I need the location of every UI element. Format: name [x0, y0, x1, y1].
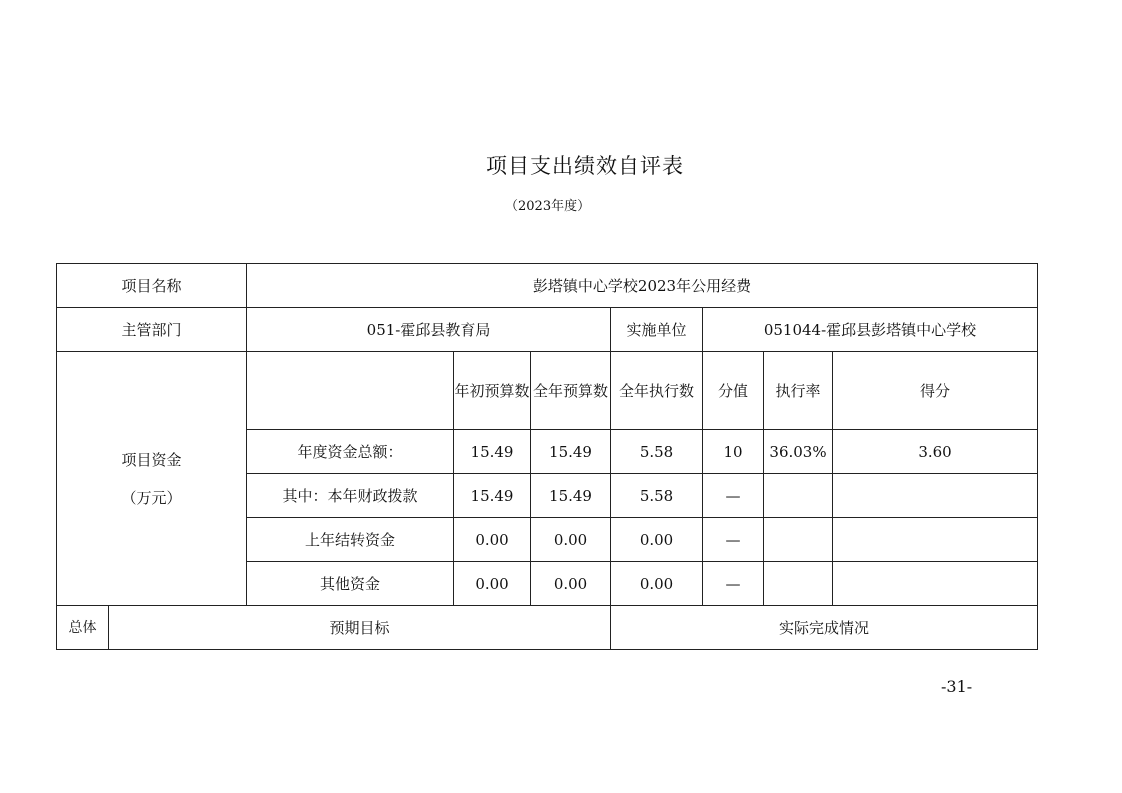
cell-score: 3.60 — [833, 430, 1038, 474]
row-label: 其中：本年财政拨款 — [247, 474, 454, 518]
cell-initial: 15.49 — [454, 474, 531, 518]
project-name-row — [57, 264, 1038, 308]
overall-label: 总体 — [57, 606, 109, 650]
funds-label-line1: 项目资金 — [121, 450, 182, 469]
project-name-value: 彭塔镇中心学校2023年公用经费 — [247, 264, 1038, 308]
cell-annual: 15.49 — [531, 474, 611, 518]
cell-executed: 0.00 — [611, 518, 703, 562]
cell-executed: 5.58 — [611, 430, 703, 474]
header-exec-rate: 执行率 — [764, 352, 833, 430]
cell-score — [833, 474, 1038, 518]
dept-label: 主管部门 — [57, 308, 247, 352]
cell-score-value: 10 — [703, 430, 764, 474]
cell-score-value: — — [703, 518, 764, 562]
header-executed: 全年执行数 — [611, 352, 703, 430]
funds-label-line2: （万元） — [121, 488, 182, 507]
dept-value: 051-霍邱县教育局 — [247, 308, 611, 352]
impl-value: 051044-霍邱县彭塔镇中心学校 — [703, 308, 1038, 352]
cell-annual: 0.00 — [531, 518, 611, 562]
row-label: 上年结转资金 — [247, 518, 454, 562]
actual-completion-header: 实际完成情况 — [611, 606, 1038, 650]
page-number: -31- — [941, 677, 973, 696]
cell-annual: 0.00 — [531, 562, 611, 606]
page-title: 项目支出绩效自评表 — [486, 154, 684, 178]
cell-rate: 36.03% — [764, 430, 833, 474]
expected-goal-header: 预期目标 — [109, 606, 611, 650]
cell-score — [833, 562, 1038, 606]
cell-rate — [764, 474, 833, 518]
cell-executed: 5.58 — [611, 474, 703, 518]
impl-label: 实施单位 — [611, 308, 703, 352]
funds-label — [57, 352, 247, 606]
cell-initial: 15.49 — [454, 430, 531, 474]
row-label: 其他资金 — [247, 562, 454, 606]
header-score: 得分 — [833, 352, 1038, 430]
header-score-value: 分值 — [703, 352, 764, 430]
cell-executed: 0.00 — [611, 562, 703, 606]
cell-rate — [764, 518, 833, 562]
cell-rate — [764, 562, 833, 606]
cell-score-value: — — [703, 562, 764, 606]
cell-annual: 15.49 — [531, 430, 611, 474]
cell-score-value: — — [703, 474, 764, 518]
project-name-label: 项目名称 — [57, 264, 247, 308]
row-label: 年度资金总额： — [247, 430, 454, 474]
header-annual-budget: 全年预算数 — [531, 352, 611, 430]
performance-table — [56, 263, 1038, 650]
dept-row — [57, 308, 1038, 352]
cell-initial: 0.00 — [454, 518, 531, 562]
header-blank — [247, 352, 454, 430]
cell-initial: 0.00 — [454, 562, 531, 606]
funds-header-row — [57, 352, 1038, 430]
header-initial-budget: 年初预算数 — [454, 352, 531, 430]
year-subtitle: （2023年度） — [505, 199, 591, 214]
overall-goal-row — [57, 606, 1038, 650]
cell-score — [833, 518, 1038, 562]
